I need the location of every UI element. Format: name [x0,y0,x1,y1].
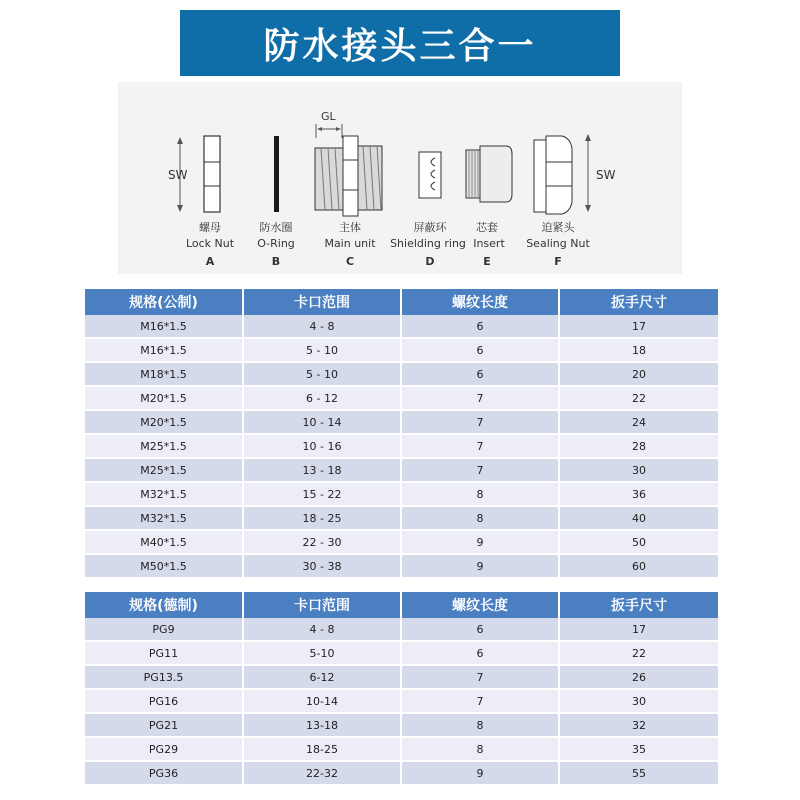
table-cell: 30 [559,458,718,482]
table-cell: 55 [559,761,718,785]
table-cell: 18-25 [243,737,401,761]
table-cell: 18 - 25 [243,506,401,530]
table-cell: 9 [401,530,559,554]
table-cell: 40 [559,506,718,530]
table-cell: 4 - 8 [243,315,401,338]
table-cell: 9 [401,554,559,578]
table-row [85,338,718,362]
table-cell: 50 [559,530,718,554]
sw-label-right: SW [596,168,616,182]
main-unit-cn-label: 主体 [339,221,361,234]
sealing-nut-en-label: Sealing Nut [526,237,590,250]
table-cell: 22-32 [243,761,401,785]
table-row [85,386,718,410]
table-cell: 6 [401,338,559,362]
page-title: 防水接头三合一 [180,10,620,76]
table-header-row [85,592,718,618]
table-cell: 7 [401,434,559,458]
main-unit-en-label: Main unit [324,237,376,250]
column-header: 卡口范围 [243,289,401,315]
table-cell: 8 [401,506,559,530]
shielding-ring-cn-label: 屏蔽环 [413,221,447,234]
table-row [85,315,718,338]
table-cell: 9 [401,761,559,785]
column-header: 螺纹长度 [401,289,559,315]
column-header: 规格(公制) [85,289,243,315]
table-cell: 5 - 10 [243,362,401,386]
insert-drawing [466,146,512,202]
table-row [85,554,718,578]
table-cell: PG16 [85,689,243,713]
table-row [85,410,718,434]
table-cell: 5 - 10 [243,338,401,362]
table-cell: 22 [559,386,718,410]
table-cell: 10 - 16 [243,434,401,458]
table-row [85,506,718,530]
table-cell: M20*1.5 [85,386,243,410]
sealing-nut-drawing [534,136,572,214]
table-cell: 13 - 18 [243,458,401,482]
table-cell: 17 [559,315,718,338]
table-cell: M25*1.5 [85,458,243,482]
sw-label-left: SW [168,168,188,182]
table-cell: 17 [559,618,718,641]
table-cell: M18*1.5 [85,362,243,386]
column-header: 规格(德制) [85,592,243,618]
table-cell: 8 [401,713,559,737]
table-row [85,641,718,665]
table-cell: M20*1.5 [85,410,243,434]
column-header: 螺纹长度 [401,592,559,618]
table-row [85,618,718,641]
shielding-ring-letter: D [425,255,435,268]
shielding-ring-drawing [419,152,441,198]
table-cell: 36 [559,482,718,506]
table-cell: 7 [401,689,559,713]
table-row [85,689,718,713]
table-cell: PG21 [85,713,243,737]
table-cell: 8 [401,482,559,506]
table-cell: 60 [559,554,718,578]
table-cell: 22 - 30 [243,530,401,554]
table-cell: 10 - 14 [243,410,401,434]
gl-dimension [316,110,342,138]
table-cell: 7 [401,458,559,482]
table-cell: M32*1.5 [85,506,243,530]
o-ring-drawing [274,136,279,212]
table-row [85,482,718,506]
parts-diagram [118,82,682,274]
table-cell: 7 [401,386,559,410]
table-cell: PG36 [85,761,243,785]
table-row [85,458,718,482]
column-header: 扳手尺寸 [559,592,718,618]
pg-spec-table [85,592,718,786]
table-cell: 6 [401,362,559,386]
table-cell: M32*1.5 [85,482,243,506]
lock-nut-drawing [204,136,220,212]
insert-cn-label: 芯套 [476,221,498,234]
table-cell: 4 - 8 [243,618,401,641]
table-cell: 6-12 [243,665,401,689]
table-cell: M40*1.5 [85,530,243,554]
table-row [85,761,718,785]
table-cell: M16*1.5 [85,338,243,362]
table-cell: 6 [401,315,559,338]
table-cell: 35 [559,737,718,761]
table-cell: 30 - 38 [243,554,401,578]
insert-letter: E [483,255,491,268]
o-ring-cn-label: 防水圈 [259,221,293,234]
column-header: 扳手尺寸 [559,289,718,315]
main-unit-drawing [315,136,382,216]
insert-en-label: Insert [473,237,505,250]
table-row [85,737,718,761]
lock-nut-cn-label: 螺母 [199,221,221,234]
shielding-ring-en-label: Shielding ring [390,237,466,250]
table-cell: PG29 [85,737,243,761]
table-cell: 26 [559,665,718,689]
sw-dimension-right [585,134,616,212]
lock-nut-en-label: Lock Nut [185,237,235,250]
table-cell: 6 - 12 [243,386,401,410]
o-ring-en-label: O-Ring [257,237,295,250]
sealing-nut-letter: F [554,255,562,268]
sw-dimension-left [168,137,188,212]
table-cell: 7 [401,665,559,689]
table-header-row [85,289,718,315]
table-cell: 20 [559,362,718,386]
table-cell: 5-10 [243,641,401,665]
table-cell: 18 [559,338,718,362]
table-cell: 24 [559,410,718,434]
o-ring-letter: B [271,255,281,268]
table-cell: PG9 [85,618,243,641]
table-cell: 28 [559,434,718,458]
table-row [85,713,718,737]
parts-diagram-drawing [118,82,682,274]
table-cell: 13-18 [243,713,401,737]
table-cell: 22 [559,641,718,665]
table-row [85,434,718,458]
table-cell: 10-14 [243,689,401,713]
main-unit-letter: C [345,255,355,268]
table-cell: M25*1.5 [85,434,243,458]
table-cell: M50*1.5 [85,554,243,578]
table-cell: 15 - 22 [243,482,401,506]
gl-label: GL [321,110,336,123]
metric-spec-table [85,289,718,579]
table-cell: PG13.5 [85,665,243,689]
table-cell: 6 [401,641,559,665]
table-cell: 7 [401,410,559,434]
table-row [85,530,718,554]
lock-nut-letter: A [205,255,215,268]
table-cell: PG11 [85,641,243,665]
table-row [85,665,718,689]
table-cell: 6 [401,618,559,641]
table-cell: 8 [401,737,559,761]
table-row [85,362,718,386]
table-cell: M16*1.5 [85,315,243,338]
column-header: 卡口范围 [243,592,401,618]
sealing-nut-cn-label: 迫紧头 [541,221,575,234]
table-cell: 32 [559,713,718,737]
table-cell: 30 [559,689,718,713]
